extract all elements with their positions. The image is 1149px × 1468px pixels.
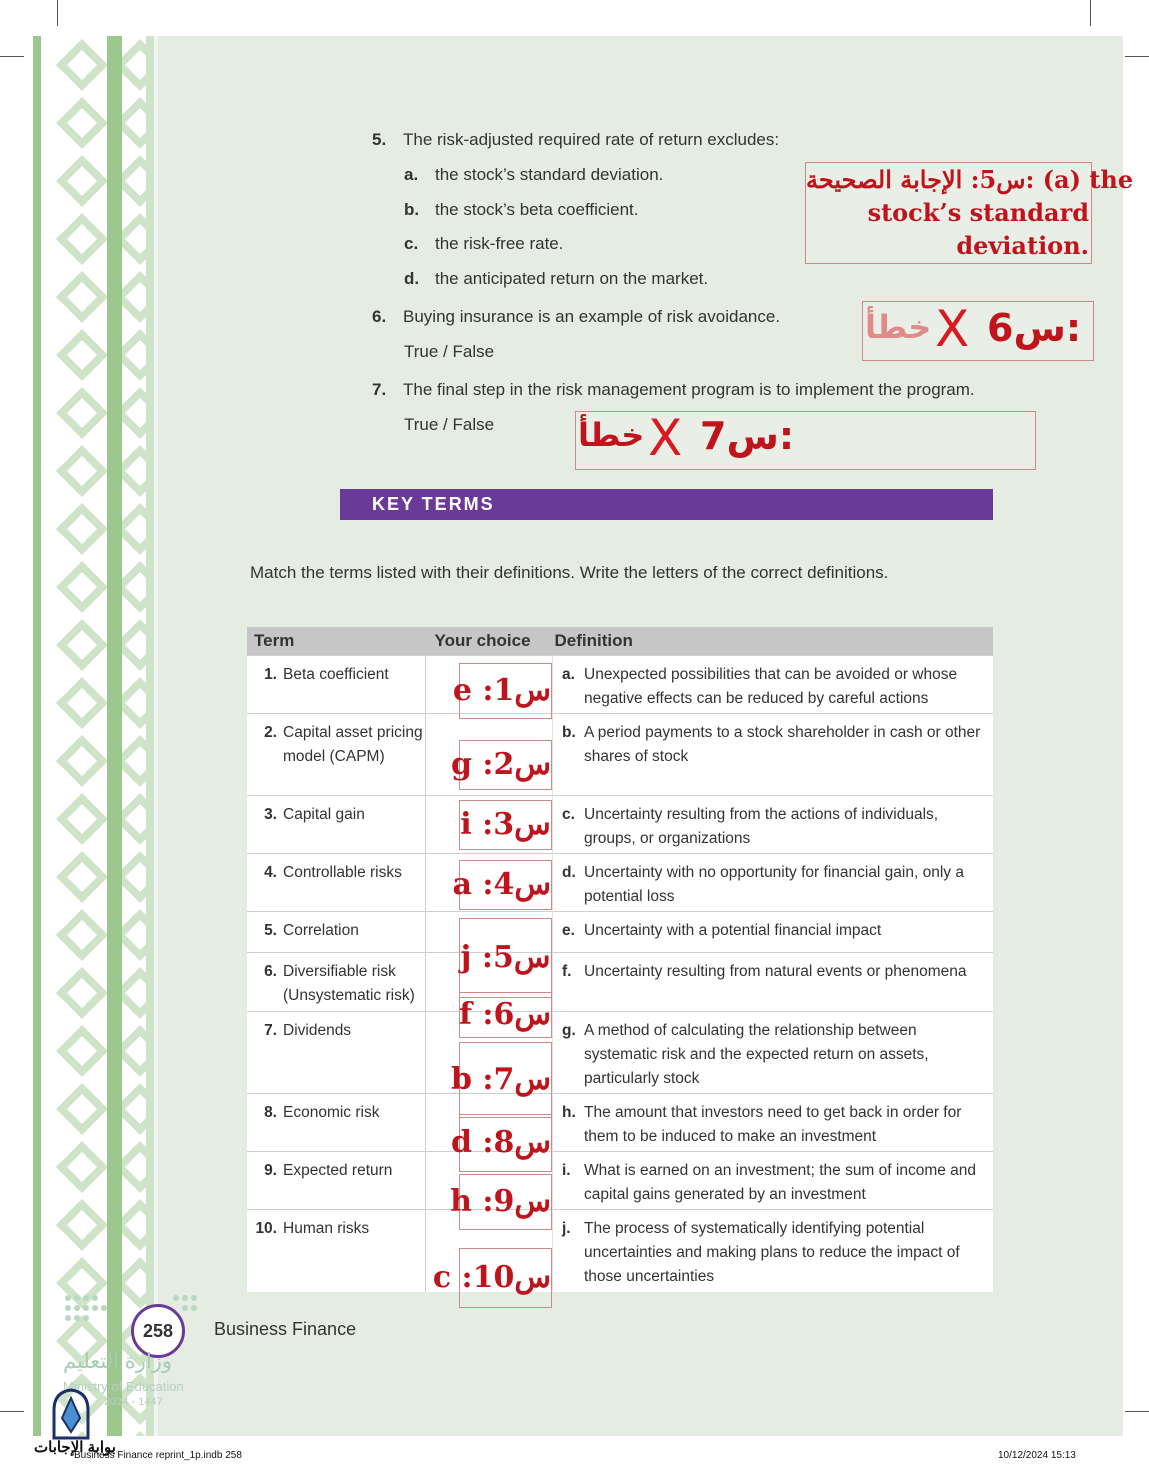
definition-letter: e. [562,922,575,939]
print-date-info: 10/12/2024 15:13 [998,1450,1076,1461]
term-text: Economic risk [283,1104,380,1121]
crop-mark [0,56,24,57]
question-text: The risk-adjusted required rate of return excludes: [403,130,780,149]
definition-text: Uncertainty with a potential financial impact [584,922,882,939]
answer-line: deviation. [956,231,1089,260]
table-row [247,854,993,912]
decorative-border [33,36,158,1436]
key-terms-table [247,627,993,1292]
choice-answer-box: س3: i [459,800,552,850]
term-number: 8. [264,1104,277,1121]
print-file-info: Business Finance reprint_1p.indb 258 [74,1450,242,1461]
definition-letter: d. [562,864,576,881]
choice-answer-box: س2: g [459,740,552,790]
definition-letter: b. [562,724,576,741]
term-cell [247,1210,426,1292]
definition-text: A period payments to a stock shareholder in cash or other shares of stock [584,724,981,765]
definition-letter: j. [562,1220,571,1237]
table-row [247,1210,993,1292]
header-definition: Definition [553,627,994,656]
answer-word: خطأ [865,308,932,346]
choice-answer-box: س6: f [459,992,552,1038]
term-cell [247,796,426,854]
x-mark-icon: X [935,300,970,358]
term-number: 10. [255,1220,277,1237]
term-text: Dividends [283,1022,352,1039]
choice-answer-box: س7: b [459,1042,552,1118]
term-cell [247,912,426,953]
definition-letter: c. [562,806,575,823]
definition-cell [553,1210,994,1292]
definition-cell [553,953,994,1012]
true-false-choice: True / False [404,415,495,434]
definition-letter: a. [562,666,575,683]
definition-text: What is earned on an investment; the sum of income and capital gains generated by an investment [584,1162,977,1203]
term-cell [247,656,426,714]
question-number: 5. [372,130,387,149]
true-false-choice: True / False [404,342,495,361]
definition-text: Uncertainty resulting from the actions of individuals, groups, or organizations [584,806,939,847]
definition-cell [553,912,994,953]
term-text: Correlation [283,922,359,939]
term-number: 9. [264,1162,277,1179]
definition-letter: f. [562,963,572,980]
table-row [247,1012,993,1094]
crop-mark [1125,1411,1149,1412]
choice-answer-box: س8: d [459,1114,552,1172]
term-cell [247,953,426,1012]
term-number: 2. [264,724,277,741]
instruction-text: Match the terms listed with their definitions. Write the letters of the correct definitions. [250,563,889,582]
x-mark-icon: X [648,409,683,467]
table-row [247,656,993,714]
choice-answer-box: س10: c [459,1248,552,1308]
table-row [247,714,993,796]
definition-text: Unexpected possibilities that can be avoided or whose negative effects can be reduced by careful actions [584,666,958,707]
term-cell [247,1094,426,1152]
ministry-name-arabic: وزارة التعليم [63,1350,173,1373]
definition-text: The process of systematically identifying potential uncertainties and making plans to reduce the impact of those uncertainties [584,1220,960,1285]
choice-answer-box: س9: h [459,1174,552,1230]
crop-mark [1125,56,1149,57]
table-row [247,796,993,854]
option-c: c. the risk-free rate. [404,234,564,253]
answer-label: س7: [700,414,795,458]
option-b: b. the stock’s beta coefficient. [404,200,639,219]
choice-answer-box: س5: j [459,918,552,998]
definition-cell [553,854,994,912]
term-number: 7. [264,1022,277,1039]
answer-box-q7 [575,411,1036,470]
term-text: Beta coefficient [283,666,389,683]
answer-box-q5 [805,162,1134,264]
term-text: Human risks [283,1220,370,1237]
definition-cell [553,796,994,854]
site-logo-icon [50,1388,92,1440]
definition-letter: i. [562,1162,571,1179]
crop-mark [57,0,58,26]
crop-mark [1090,0,1091,26]
term-text: Diversifiable risk (Unsystematic risk) [283,963,415,1004]
key-terms-banner: KEY TERMS [340,489,993,520]
definition-text: The amount that investors need to get back in order for them to be induced to make an investment [584,1104,962,1145]
term-cell [247,854,426,912]
definition-cell [553,656,994,714]
term-text: Capital asset pricing model (CAPM) [283,724,423,765]
term-cell [247,1152,426,1210]
definition-cell [553,1094,994,1152]
header-choice: Your choice [426,627,553,656]
definition-text: Uncertainty resulting from natural events or phenomena [584,963,967,980]
answer-word: خطأ [578,416,645,454]
term-number: 4. [264,864,277,881]
answer-line: stock’s standard [867,198,1089,227]
term-number: 3. [264,806,277,823]
site-watermark: بوابة الإجابات [34,1439,116,1456]
header-term: Term [247,627,426,656]
table-row [247,1094,993,1152]
ministry-year: 2024 - 1447 [104,1396,163,1408]
term-text: Expected return [283,1162,393,1179]
definition-text: A method of calculating the relationship between systematic risk and the expected return on assets, particularly stock [584,1022,929,1087]
answer-label: س6: [987,306,1082,350]
ministry-name-english: Ministry of Education [63,1379,184,1394]
definition-cell [553,1012,994,1094]
term-cell [247,714,426,796]
page-number: 258 [131,1304,185,1358]
term-number: 1. [264,666,277,683]
table-row [247,953,993,1012]
choice-answer-box: س4: a [459,860,552,910]
option-d: d. the anticipated return on the market. [404,269,709,288]
term-cell [247,1012,426,1094]
answer-line: س5: الإجابة الصحيحة: (a) the [806,165,1134,194]
term-text: Controllable risks [283,864,402,881]
sadu-pattern-icon [33,36,158,1436]
term-text: Capital gain [283,806,365,823]
term-number: 6. [264,963,277,980]
table-row [247,1152,993,1210]
table-row [247,912,993,953]
definition-cell [553,714,994,796]
choice-answer-box: س1: e [459,663,552,719]
answer-box-q6 [862,301,1094,361]
table-header-row [247,627,993,656]
crop-mark [0,1411,24,1412]
definition-letter: g. [562,1022,576,1039]
definition-letter: h. [562,1104,576,1121]
option-a: a. the stock’s standard deviation. [404,165,664,184]
term-number: 5. [264,922,277,939]
definition-text: Uncertainty with no opportunity for financial gain, only a potential loss [584,864,964,905]
definition-cell [553,1152,994,1210]
book-title: Business Finance [214,1319,357,1339]
